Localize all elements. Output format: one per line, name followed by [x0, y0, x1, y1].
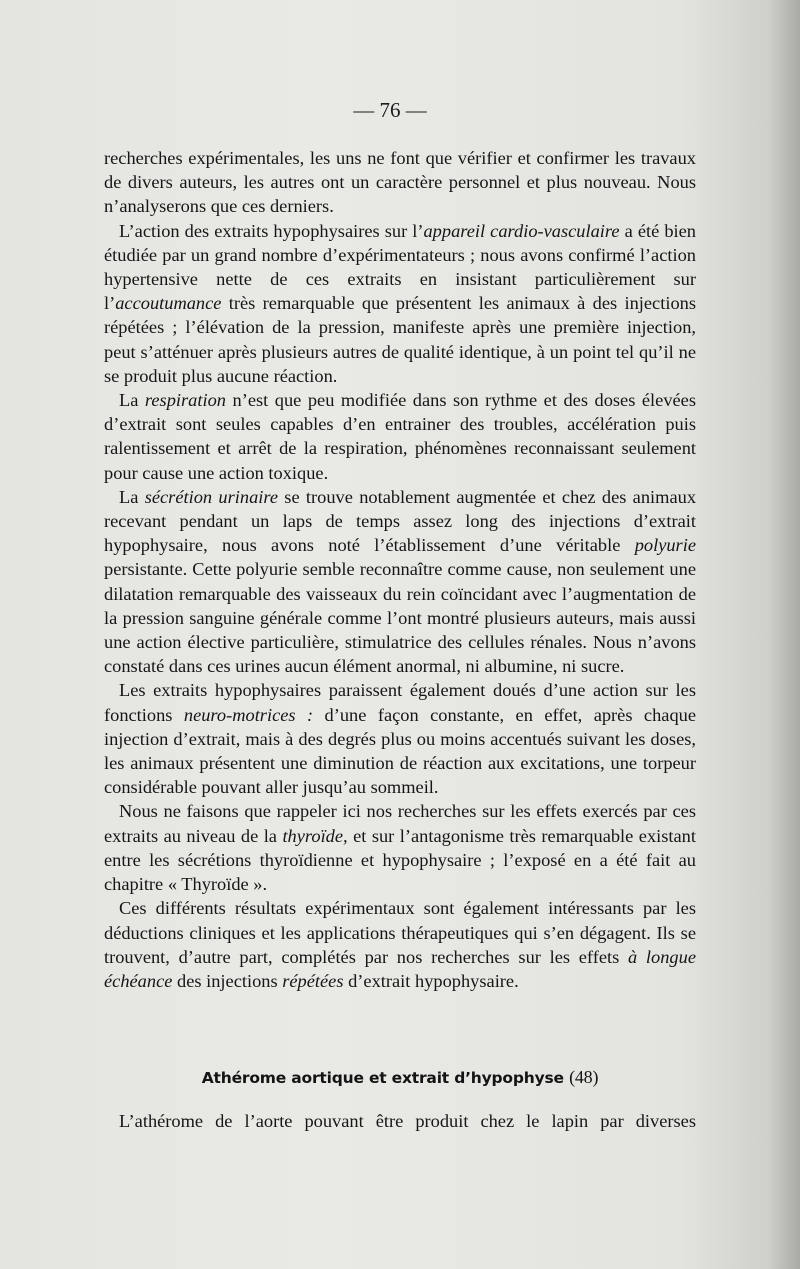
- text-run: se trouve notablement augmentée et chez des animaux recevant pendant un laps de temps assez long des injections d’extrait hypophysaire, nous avons noté l’établissement d’une véritable: [104, 486, 697, 556]
- text-run: recherches expérimentales, les uns ne font que vérifier et confirmer les travaux de divers auteurs, les autres ont un caractère personnel et plus nouveau. Nous n’analyserons que ces derniers.: [104, 148, 696, 217]
- paragraph: [104, 896, 696, 993]
- text-run: L’action des extraits hypophysaires sur l’: [119, 220, 424, 241]
- text-run: des injections: [172, 970, 283, 991]
- body-text: [104, 146, 696, 993]
- italic-term: neuro-motrices :: [183, 704, 314, 725]
- text-run: n’est que peu modifiée dans son rythme et des doses élevées d’extrait sont seules capables d’en entrainer des troubles, accélération puis ralentissement et arrêt de la respiration, phénomènes reconnaissant seulement pour cause une action toxique.: [104, 390, 696, 483]
- paragraph: [104, 146, 696, 219]
- text-run: La: [119, 390, 145, 411]
- paragraph: [104, 678, 696, 799]
- text-run: La: [119, 486, 145, 507]
- paragraph: [104, 219, 696, 388]
- italic-term: thyroïde,: [282, 825, 348, 846]
- section-heading-text: Athérome aortique et extrait d’hypophyse: [201, 1069, 564, 1087]
- text-run: très remarquable que présentent les animaux à des injections répétées ; l’élévation de la pression, manifeste après une première injection, peut s’atténuer après plusieurs autres de qualité identique, à un point tel qu’il ne se produit plus aucune réaction.: [104, 293, 696, 386]
- paragraph: [104, 799, 696, 896]
- italic-term: sécrétion urinaire: [144, 486, 279, 507]
- text-run: d’une façon constante, en effet, après chaque injection d’extrait, mais à des degrés plus ou moins accentués suivant les doses, les animaux présentent une diminution de réaction aux excitations, une torpeur considérable pouvant aller jusqu’au sommeil.: [104, 704, 696, 798]
- section-heading: [104, 1067, 696, 1088]
- text-run: Nous ne faisons que rappeler ici nos recherches sur les effets exercés par ces extraits au niveau de la: [104, 801, 696, 846]
- text-run: persistante. Cette polyurie semble reconnaître comme cause, non seulement une dilatation remarquable des vaisseaux du rein coïncidant avec l’augmentation de la pression sanguine générale comme l’ont montré plusieurs auteurs, mais aussi une action élective particulière, stimulatrice des cellules rénales. Nous n’avons constaté dans ces urines aucun élément anormal, ni albumine, ni sucre.: [104, 559, 696, 677]
- italic-term: accoutumance: [115, 293, 222, 314]
- italic-term: à longue échéance: [104, 946, 696, 991]
- italic-term: polyurie: [634, 535, 696, 556]
- text-run: Ces différents résultats expérimentaux sont également intéressants par les déductions cliniques et les applications thérapeutiques qui s’en dégagent. Ils se trouvent, d’autre part, complétés par nos recherches sur les effets: [104, 898, 696, 967]
- continuing-paragraph: L’athérome de l’aorte pouvant être produit chez le lapin par diverses: [119, 1111, 696, 1131]
- paragraph: [104, 388, 696, 485]
- italic-term: répétées: [282, 970, 344, 991]
- section-reference: (48): [569, 1067, 599, 1087]
- text-run: d’extrait hypophysaire.: [343, 970, 519, 991]
- page-number: — 76 —: [353, 98, 427, 122]
- paragraph: [104, 485, 696, 679]
- text-run: a été bien étudiée par un grand nombre d’expérimentateurs ; nous avons confirmé l’action hypertensive nette de ces extraits en insistant particulièrement sur l’: [104, 220, 696, 314]
- text-run: Les extraits hypophysaires paraissent également doués d’une action sur les fonctions: [104, 680, 696, 725]
- italic-term: respiration: [144, 390, 226, 411]
- italic-term: appareil cardio-vasculaire: [423, 220, 620, 241]
- text-run: et sur l’antagonisme très remarquable existant entre les sécrétions thyroïdienne et hypophysaire ; l’exposé en a été fait au chapitre « Thyroïde ».: [104, 825, 696, 895]
